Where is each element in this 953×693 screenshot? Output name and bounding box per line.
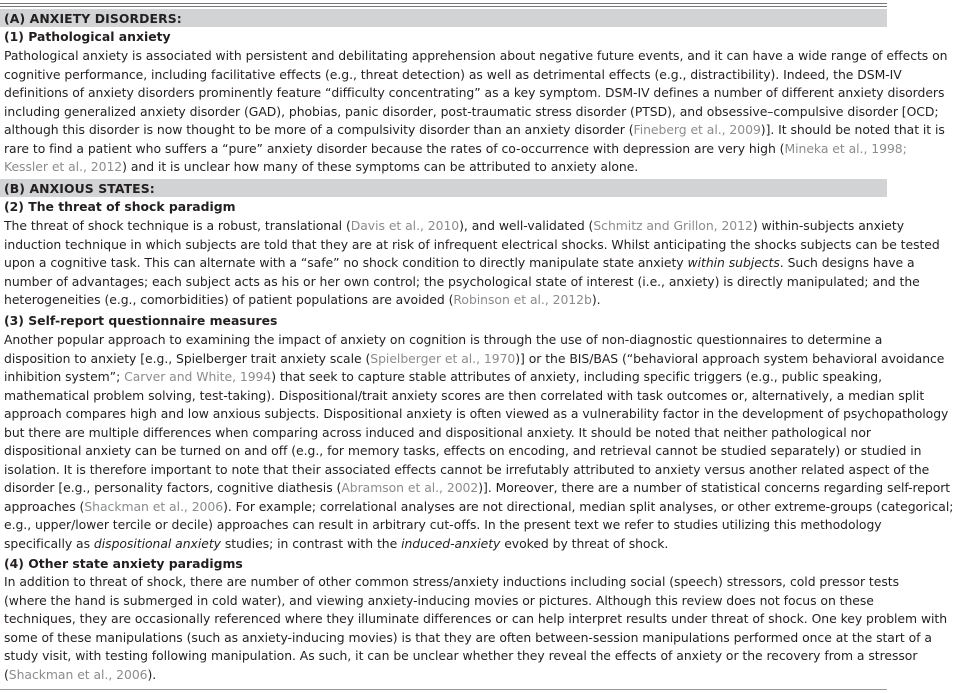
section-header-band [0, 9, 887, 27]
paragraph-line [4, 535, 889, 554]
subsection-title: (1) Pathological anxiety [4, 29, 171, 44]
emphasis-text: induced-anxiety [401, 535, 501, 551]
paragraph-line [4, 273, 920, 292]
paragraph-line [4, 236, 940, 255]
body-text: ), and well-validated ( [459, 218, 594, 233]
paragraph-line [4, 461, 930, 480]
section-header-label: (A) ANXIETY DISORDERS: [4, 11, 182, 26]
citation-text: Fineberg et al., 2009 [633, 122, 761, 137]
citation-text: Davis et al., 2010 [350, 218, 460, 233]
subsection-paragraph [4, 217, 940, 310]
paragraph-line [4, 610, 948, 629]
paragraph-line [4, 387, 925, 406]
paragraph-line [4, 573, 899, 592]
body-text: inhibition system”; [4, 369, 125, 384]
citation-text: Mineka et al., 1998; [784, 140, 907, 156]
body-text: although this disorder is now thought to be more of a compulsivity disorder than an anxiety disorder ( [4, 122, 634, 137]
emphasis-text: within subjects [687, 255, 780, 270]
citation-text: Carver and White, 1994 [124, 369, 272, 384]
body-text: rare to find a patient who suffers a “pure” anxiety disorder because the rates of co-occurrence with depression are very high ( [4, 140, 785, 156]
body-text: disorder [e.g., personality factors, cognitive diathesis ( [4, 480, 342, 495]
body-text: number of advantages; each subject acts as his or her own control; the psychological state of interest (i.e., anxiety) is directly manipulated; and the [4, 273, 920, 289]
body-text: including generalized anxiety disorder (GAD), phobias, panic disorder, post-traumatic stress disorder (PTSD), and obsessive–compulsive disorder [OCD; [4, 103, 939, 119]
body-text: Another popular approach to examining the impact of anxiety on cognition is through the use of non-diagnostic questionnaires to determine a [4, 332, 883, 347]
body-text: but there are multiple differences when comparing across induced and dispositional anxiety. It should be noted that neither pathological nor [4, 424, 871, 440]
citation-text: Abramson et al., 2002 [341, 480, 479, 495]
subsection-title: (4) Other state anxiety paradigms [4, 556, 243, 571]
body-text: induction technique in which subjects are told that they are at risk of infrequent electrical shocks. Whilst anticipating the shocks subjects can be tested [4, 236, 940, 252]
body-text: . Such designs have a [779, 255, 915, 270]
body-text: studies; in contrast with the [220, 535, 402, 551]
body-text: ) and it is unclear how many of these symptoms can be attributed to anxiety alone. [122, 159, 639, 174]
body-text: some of these manipulations (such as anxiety-inducing movies) is that they are often between-session manipulations performed once at the start of a [4, 629, 932, 645]
body-text: ) that seek to capture stable attributes of anxiety, including specific triggers (e.g., public speaking, [271, 369, 882, 384]
body-text: ) within-subjects anxiety [752, 218, 904, 233]
body-text: )] or the BIS/BAS (“behavioral approach system behavioral avoidance [515, 350, 945, 366]
body-text: heterogeneities (e.g., comorbidities) of patient populations are avoided ( [4, 292, 454, 307]
paragraph-line [4, 592, 889, 611]
paragraph-line [4, 331, 889, 350]
paragraph-line [4, 424, 889, 443]
paragraph-line [4, 217, 904, 236]
body-text: approaches ( [4, 498, 85, 514]
subsection-paragraph [4, 331, 953, 553]
paragraph-line [4, 140, 907, 159]
paragraph-line [4, 84, 945, 103]
body-text: e.g., upper/lower tercile or decile) approaches can result in arbitrary cut-offs. In the present text we refer to studies utilizing this methodology [4, 517, 882, 532]
table-top-rule-inner [0, 6, 887, 7]
body-text: specifically as [4, 535, 94, 551]
paragraph-line [4, 498, 953, 517]
body-text: techniques, they are occasionally referenced where they illuminate differences or can help interpret results under threat of shock. One key problem with [4, 611, 948, 626]
citation-text: Kessler et al., 2012 [4, 159, 123, 174]
table-bottom-rule [0, 689, 887, 690]
body-text: ). [147, 666, 157, 682]
paragraph-line [4, 254, 915, 273]
citation-text: Shackman et al., 2006 [8, 666, 148, 682]
body-text: )]. It should be noted that it is [760, 122, 945, 137]
paragraph-line [4, 629, 932, 648]
paragraph-line [4, 516, 889, 535]
body-text: ). [591, 292, 601, 307]
body-text: evoked by threat of shock. [500, 535, 669, 551]
paragraph-line [4, 103, 939, 122]
paragraph-line [4, 666, 889, 685]
paragraph-line [4, 368, 889, 387]
body-text: mathematical problem solving, test-taking). Dispositional/trait anxiety scores are then correlated with task outcomes or, alternatively, a median split [4, 387, 925, 403]
paragraph-line [4, 442, 922, 461]
body-text: dispositional anxiety can be turned on and off (e.g., for memory tasks, effects on encoding, and retrieval cannot be studied separately) or studied in [4, 443, 922, 458]
paragraph-line [4, 291, 889, 310]
citation-text: Spielberger et al., 1970 [370, 350, 516, 366]
body-text: ( [4, 666, 9, 682]
paragraph-line [4, 647, 918, 666]
citation-text: Schmitz and Grillon, 2012 [593, 218, 753, 233]
body-text: isolation. It is therefore important to note that their associated effects cannot be irrefutably attributed to anxiety versus another related aspect of the [4, 461, 930, 477]
paragraph-line [4, 158, 889, 177]
paragraph-line [4, 405, 949, 424]
body-text: definitions of anxiety disorders prominently feature “difficulty concentrating” as a key symptom. DSM-IV defines a number of different anxiety disorders [4, 85, 945, 100]
paragraph-line [4, 66, 902, 85]
body-text: ). For example; correlational analyses are not directional, median split analyses, or other extreme-groups (categorical; [223, 498, 953, 514]
paragraph-line [4, 121, 945, 140]
section-header-label: (B) ANXIOUS STATES: [4, 181, 155, 196]
section-header-band [0, 179, 887, 197]
paragraph-line [4, 479, 951, 498]
emphasis-text: dispositional anxiety [93, 535, 221, 551]
subsection-paragraph [4, 47, 948, 177]
body-text: (where the hand is submerged in cold water), and viewing anxiety-inducing movies or pictures. Although this review does not focus on these [4, 592, 874, 608]
body-text: In addition to threat of shock, there are number of other common stress/anxiety inductions including social (speech) stressors, cold pressor tests [4, 574, 899, 589]
paragraph-line [4, 350, 945, 369]
subsection-title: (2) The threat of shock paradigm [4, 199, 236, 214]
subsection-paragraph [4, 573, 948, 684]
body-text: study visit, with testing following manipulation. As such, it can be unclear whether they reveal the effects of anxiety or the recovery from a stressor [4, 648, 918, 663]
body-text: The threat of shock technique is a robust, translational ( [4, 218, 351, 233]
table-top-rule [0, 3, 887, 4]
body-text: approach compares high and low anxious subjects. Dispositional anxiety is often viewed as a vulnerability factor in the development of psychopathology [4, 406, 949, 421]
subsection-title: (3) Self-report questionnaire measures [4, 313, 278, 328]
body-text: )]. Moreover, there are a number of statistical concerns regarding self-report [478, 480, 951, 495]
body-text: cognitive performance, including facilitative effects (e.g., threat detection) as well as detrimental effects (e.g., distractibility). Indeed, the DSM-IV [4, 66, 902, 82]
body-text: Pathological anxiety is associated with persistent and debilitating apprehension about negative future events, and it can have a wide range of effects on [4, 48, 948, 63]
body-text: upon a cognitive task. This can alternate with a “safe” no shock condition to directly manipulate state anxiety [4, 255, 688, 270]
citation-text: Shackman et al., 2006 [84, 498, 224, 514]
paragraph-line [4, 47, 948, 66]
body-text: disposition to anxiety [e.g., Spielberger trait anxiety scale ( [4, 350, 371, 366]
citation-text: Robinson et al., 2012b [453, 292, 592, 307]
